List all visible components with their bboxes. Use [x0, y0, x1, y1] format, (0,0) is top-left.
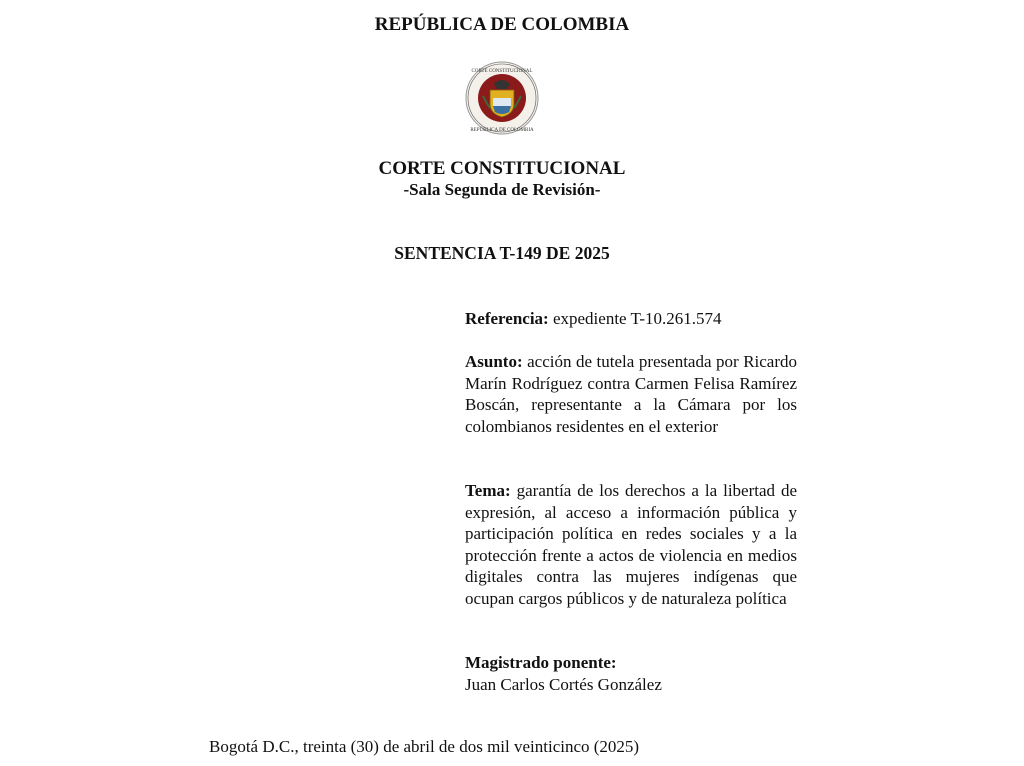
referencia-label: Referencia: — [465, 309, 549, 328]
country-heading: REPÚBLICA DE COLOMBIA — [374, 14, 630, 35]
referencia-block — [465, 308, 797, 330]
date-line: Bogotá D.C., treinta (30) de abril de dos mil veinticinco (2025) — [209, 737, 640, 756]
asunto-block — [465, 351, 797, 437]
magistrado-value: Juan Carlos Cortés González — [465, 674, 662, 694]
tema-value: garantía de los derechos a la libertad de expresión, al acceso a información pública y participación política en redes sociales y a la protección frente a actos de violencia en medios digitales contra las mujeres indígenas que ocupan cargos públicos y de naturaleza política — [465, 481, 798, 608]
asunto-value: acción de tutela presentada por Ricardo Marín Rodríguez contra Carmen Felisa Ramírez Boscán, representante a la Cámara por los colombianos residentes en el exterior — [465, 352, 798, 436]
seal-text-top: CORTE CONSTITUCIONAL — [471, 69, 533, 74]
magistrado-block — [465, 652, 797, 695]
asunto-label: Asunto: — [465, 352, 523, 371]
court-name: CORTE CONSTITUCIONAL — [378, 158, 626, 179]
ruling-title: SENTENCIA T-149 DE 2025 — [394, 243, 610, 263]
magistrado-label: Magistrado ponente: — [465, 653, 617, 672]
seal-text-bottom: REPÚBLICA DE COLOMBIA — [470, 128, 534, 133]
corte-constitucional-seal-icon — [463, 60, 541, 136]
tema-block — [465, 480, 797, 609]
tema-label: Tema: — [465, 481, 511, 500]
referencia-value: expediente T-10.261.574 — [552, 309, 722, 328]
chamber-name: -Sala Segunda de Revisión- — [403, 180, 601, 199]
